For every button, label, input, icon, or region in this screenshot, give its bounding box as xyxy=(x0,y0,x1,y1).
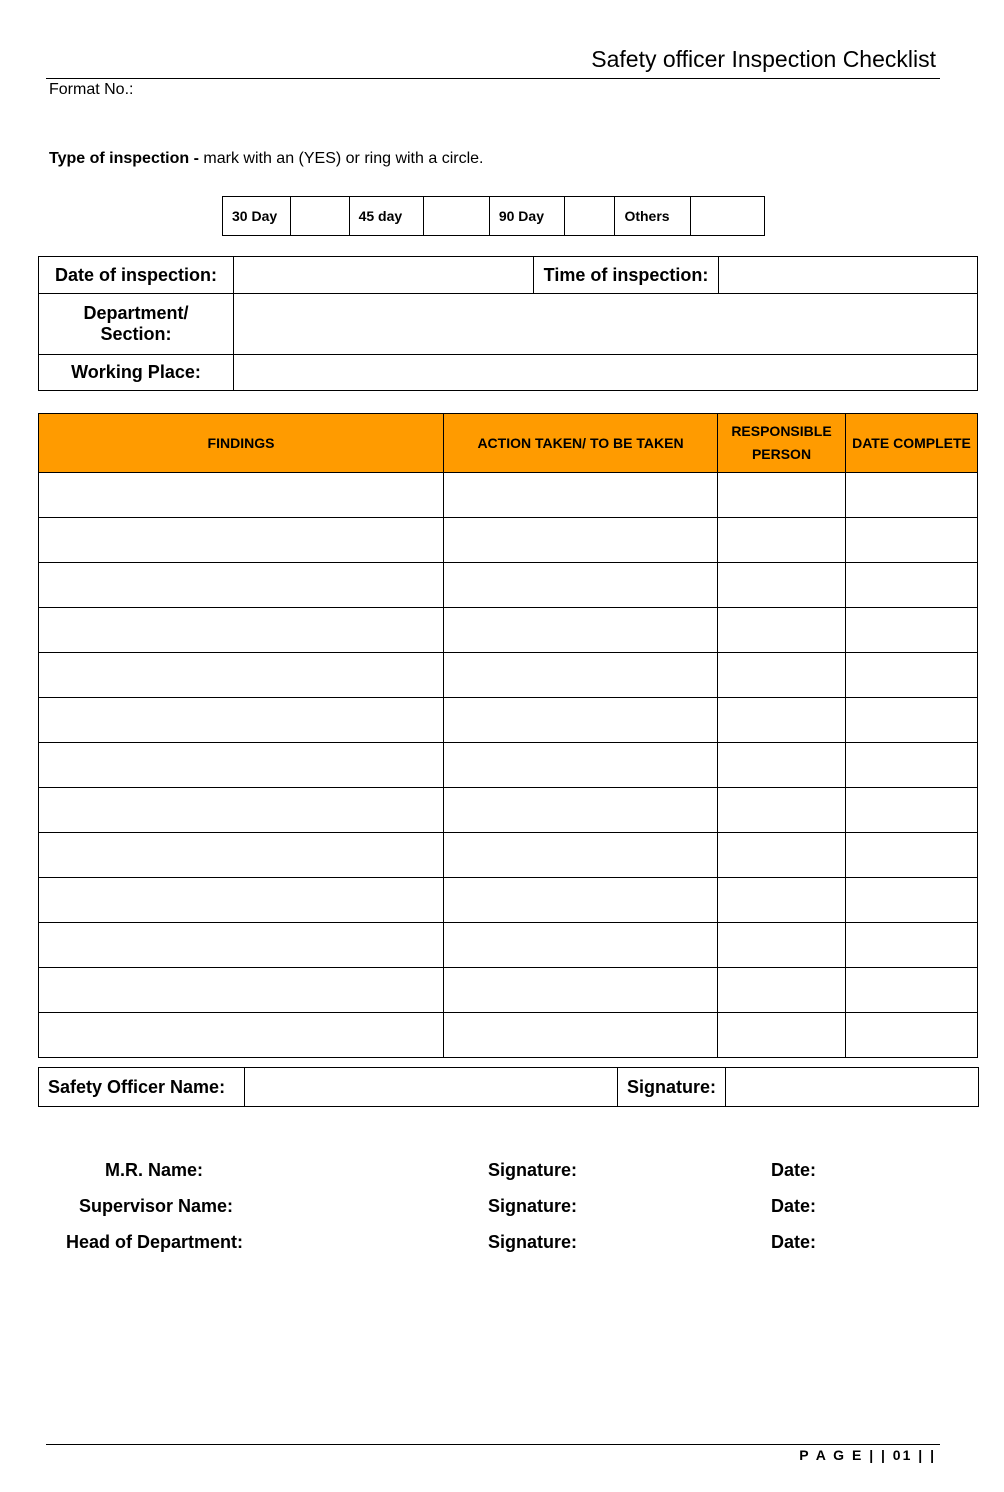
table-row xyxy=(39,698,978,743)
finding-cell[interactable] xyxy=(39,698,444,743)
inspection-type-label: Type of inspection - xyxy=(49,150,199,167)
action-cell[interactable] xyxy=(444,1013,718,1058)
responsible-header-line2: PERSON xyxy=(751,446,812,462)
inspection-type-instruction xyxy=(49,150,483,168)
safety-officer-name-label: Safety Officer Name: xyxy=(39,1068,245,1107)
date-of-inspection-label: Date of inspection: xyxy=(39,257,234,294)
date-complete-cell[interactable] xyxy=(846,653,978,698)
table-row xyxy=(39,653,978,698)
responsible-cell[interactable] xyxy=(718,608,846,653)
inspection-type-hint: mark with an (YES) or ring with a circle. xyxy=(203,150,484,167)
option-90-day-box[interactable] xyxy=(565,197,615,236)
format-number-label: Format No.: xyxy=(49,81,134,98)
option-45-day-box[interactable] xyxy=(423,197,489,236)
date-complete-cell[interactable] xyxy=(846,698,978,743)
date-complete-cell[interactable] xyxy=(846,518,978,563)
action-cell[interactable] xyxy=(444,788,718,833)
date-complete-cell[interactable] xyxy=(846,788,978,833)
safety-officer-signature-field[interactable] xyxy=(726,1068,979,1107)
action-cell[interactable] xyxy=(444,563,718,608)
date-complete-cell[interactable] xyxy=(846,1013,978,1058)
responsible-cell[interactable] xyxy=(718,698,846,743)
date-complete-header: DATE COMPLETE xyxy=(846,414,978,473)
responsible-cell[interactable] xyxy=(718,1013,846,1058)
responsible-header-line1: RESPONSIBLE xyxy=(731,423,832,439)
document-title: Safety officer Inspection Checklist xyxy=(591,46,936,72)
table-row xyxy=(39,968,978,1013)
option-others-box[interactable] xyxy=(691,197,765,236)
responsible-cell[interactable] xyxy=(718,923,846,968)
date-complete-cell[interactable] xyxy=(846,968,978,1013)
table-row xyxy=(39,743,978,788)
table-row xyxy=(39,518,978,563)
option-others-label: Others xyxy=(615,197,691,236)
page-number: P A G E | | 01 | | xyxy=(799,1447,936,1463)
findings-table xyxy=(38,413,978,1058)
option-30-day-box[interactable] xyxy=(291,197,349,236)
responsible-cell[interactable] xyxy=(718,563,846,608)
date-complete-cell[interactable] xyxy=(846,743,978,788)
supervisor-date-label: Date: xyxy=(771,1196,817,1216)
finding-cell[interactable] xyxy=(39,473,444,518)
responsible-cell[interactable] xyxy=(718,968,846,1013)
table-row xyxy=(39,608,978,653)
action-cell[interactable] xyxy=(444,698,718,743)
working-place-field[interactable] xyxy=(234,355,978,391)
table-row xyxy=(39,1013,978,1058)
mr-signature-label: Signature: xyxy=(488,1160,578,1180)
department-label-line2: Section: xyxy=(100,324,172,344)
head-date-label: Date: xyxy=(771,1232,817,1252)
working-place-label: Working Place: xyxy=(39,355,234,391)
option-90-day-label: 90 Day xyxy=(489,197,564,236)
department-section-field[interactable] xyxy=(234,294,978,355)
action-cell[interactable] xyxy=(444,473,718,518)
finding-cell[interactable] xyxy=(39,518,444,563)
date-complete-cell[interactable] xyxy=(846,923,978,968)
option-45-day-label: 45 day xyxy=(349,197,423,236)
action-cell[interactable] xyxy=(444,518,718,563)
department-label-line1: Department/ xyxy=(83,303,189,323)
action-cell[interactable] xyxy=(444,743,718,788)
table-row xyxy=(39,788,978,833)
supervisor-name-label: Supervisor Name: xyxy=(79,1196,234,1216)
finding-cell[interactable] xyxy=(39,563,444,608)
inspection-type-table xyxy=(222,196,765,236)
responsible-cell[interactable] xyxy=(718,833,846,878)
table-row xyxy=(39,878,978,923)
action-taken-header: ACTION TAKEN/ TO BE TAKEN xyxy=(444,414,718,473)
findings-header: FINDINGS xyxy=(39,414,444,473)
safety-officer-signature-label: Signature: xyxy=(618,1068,726,1107)
finding-cell[interactable] xyxy=(39,923,444,968)
responsible-person-header xyxy=(718,414,846,473)
action-cell[interactable] xyxy=(444,923,718,968)
time-of-inspection-field[interactable] xyxy=(719,257,978,294)
date-complete-cell[interactable] xyxy=(846,878,978,923)
date-complete-cell[interactable] xyxy=(846,833,978,878)
finding-cell[interactable] xyxy=(39,653,444,698)
supervisor-signature-label: Signature: xyxy=(488,1196,578,1216)
date-complete-cell[interactable] xyxy=(846,563,978,608)
action-cell[interactable] xyxy=(444,968,718,1013)
responsible-cell[interactable] xyxy=(718,743,846,788)
action-cell[interactable] xyxy=(444,653,718,698)
action-cell[interactable] xyxy=(444,608,718,653)
footer-divider xyxy=(46,1444,940,1445)
responsible-cell[interactable] xyxy=(718,473,846,518)
department-section-label xyxy=(39,294,234,355)
inspection-info-table xyxy=(38,256,978,391)
finding-cell[interactable] xyxy=(39,833,444,878)
mr-date-label: Date: xyxy=(771,1160,817,1180)
finding-cell[interactable] xyxy=(39,743,444,788)
table-row xyxy=(39,563,978,608)
time-of-inspection-label: Time of inspection: xyxy=(534,257,719,294)
safety-officer-table xyxy=(38,1067,979,1107)
responsible-cell[interactable] xyxy=(718,518,846,563)
finding-cell[interactable] xyxy=(39,1013,444,1058)
safety-officer-name-field[interactable] xyxy=(245,1068,618,1107)
table-row xyxy=(39,473,978,518)
date-complete-cell[interactable] xyxy=(846,608,978,653)
option-30-day-label: 30 Day xyxy=(223,197,291,236)
responsible-cell[interactable] xyxy=(718,788,846,833)
action-cell[interactable] xyxy=(444,833,718,878)
responsible-cell[interactable] xyxy=(718,878,846,923)
header-divider xyxy=(46,78,940,79)
head-signature-label: Signature: xyxy=(488,1232,578,1252)
date-complete-cell[interactable] xyxy=(846,473,978,518)
finding-cell[interactable] xyxy=(39,788,444,833)
finding-cell[interactable] xyxy=(39,878,444,923)
action-cell[interactable] xyxy=(444,878,718,923)
table-row xyxy=(39,923,978,968)
responsible-cell[interactable] xyxy=(718,653,846,698)
finding-cell[interactable] xyxy=(39,608,444,653)
head-of-department-label: Head of Department: xyxy=(66,1232,244,1252)
table-row xyxy=(39,833,978,878)
mr-name-label: M.R. Name: xyxy=(105,1160,204,1180)
finding-cell[interactable] xyxy=(39,968,444,1013)
date-of-inspection-field[interactable] xyxy=(234,257,534,294)
